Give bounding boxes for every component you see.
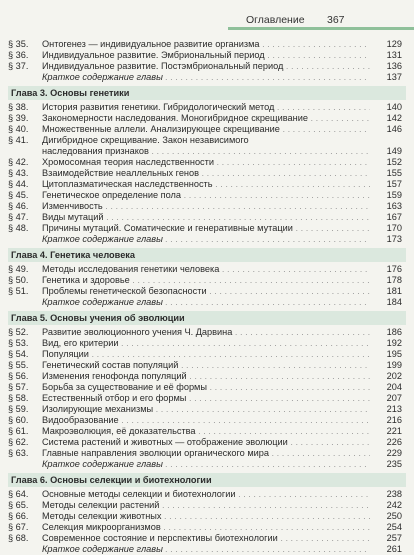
entry-title: Генетика и здоровье . . . [42,275,370,286]
entry-title: Проблемы генетической безопасности . . . [42,286,370,297]
toc-entry [8,437,406,448]
entry-page-number: 195 [386,349,402,359]
entry-page-number: 155 [386,168,402,178]
section-number: § 43. [8,168,29,178]
chapter-summary-entry [8,234,406,245]
section-number: § 44. [8,179,29,189]
toc-entry [8,382,406,393]
running-title: Оглавление [246,14,305,26]
entry-title: Краткое содержание главы . . . [42,234,370,245]
section-number: § 52. [8,327,29,337]
entry-page-number: 257 [386,533,402,543]
entry-title: Онтогенез — индивидуальное развитие организма . . . [42,39,370,50]
entry-page-number: 192 [386,338,402,348]
entry-page-number: 186 [386,327,402,337]
entry-title: Краткое содержание главы . . . [42,459,370,470]
section-number: § 47. [8,212,29,222]
entry-title: Борьба за существование и её формы . . . [42,382,370,393]
entry-title: Виды мутаций . . . [42,212,370,223]
entry-page-number: 261 [386,544,402,554]
toc-entry [8,223,406,234]
entry-page-number: 131 [386,50,402,60]
toc-entry [8,415,406,426]
toc-entry [8,275,406,286]
entry-title: Главные направления эволюции органического мира . . . [42,448,370,459]
toc-entry [8,50,406,61]
entry-title: Популяции . . . [42,349,370,360]
section-number: § 45. [8,190,29,200]
entry-title: Дигибридное скрещивание. Закон независимого [42,135,249,145]
entry-title: Индивидуальное развитие. Постэмбриональный период . . . [42,61,370,72]
toc-entry [8,448,406,459]
toc-section [8,86,406,245]
entry-title: Краткое содержание главы . . . [42,544,370,555]
entry-title: Причины мутаций. Соматические и генеративные мутации . . . [42,223,370,234]
entry-page-number: 199 [386,360,402,370]
entry-title: Изменчивость . . . [42,201,370,212]
entry-title: Множественные аллели. Анализирующее скрещивание . . . [42,124,370,135]
toc-entry [8,124,406,135]
entry-title: Развитие эволюционного учения Ч. Дарвина . . . [42,327,370,338]
entry-title: Методы исследования генетики человека . . . [42,264,370,275]
entry-page-number: 242 [386,500,402,510]
section-number: § 65. [8,500,29,510]
entry-title: Индивидуальное развитие. Эмбриональный период . . . [42,50,370,61]
section-number: § 42. [8,157,29,167]
header-rule [228,27,414,30]
entry-page-number: 173 [386,234,402,244]
section-number: § 46. [8,201,29,211]
entry-page-number: 129 [386,39,402,49]
entry-page-number: 207 [386,393,402,403]
section-number: § 53. [8,338,29,348]
toc-entry [8,113,406,124]
toc-entry [8,61,406,72]
entry-title: История развития генетики. Гибридологический метод . . . [42,102,370,113]
entry-title: Изолирующие механизмы . . . [42,404,370,415]
toc-entry [8,102,406,113]
chapter-heading: Глава 4. Генетика человека [8,248,406,262]
entry-page-number: 213 [386,404,402,414]
chapter-summary-entry [8,459,406,470]
toc-entry [8,360,406,371]
entry-title: Взаимодействие неаллельных генов . . . [42,168,370,179]
entry-page-number: 216 [386,415,402,425]
entry-title: Естественный отбор и его формы . . . [42,393,370,404]
chapter-heading: Глава 5. Основы учения об эволюции [8,311,406,325]
entry-page-number: 202 [386,371,402,381]
entry-page-number: 140 [386,102,402,112]
section-number: § 50. [8,275,29,285]
section-number: § 63. [8,448,29,458]
entry-page-number: 159 [386,190,402,200]
section-number: § 51. [8,286,29,296]
section-number: § 66. [8,511,29,521]
toc-entry [8,212,406,223]
toc-entry [8,511,406,522]
entry-page-number: 142 [386,113,402,123]
section-number: § 67. [8,522,29,532]
entry-title: Система растений и животных — отображение эволюции . . . [42,437,370,448]
entry-page-number: 157 [386,179,402,189]
toc-entry [8,426,406,437]
toc-entry [8,404,406,415]
entry-page-number: 176 [386,264,402,274]
section-number: § 49. [8,264,29,274]
entry-title: Изменения генофонда популяций . . . [42,371,370,382]
toc-entry [8,39,406,50]
chapter-heading: Глава 6. Основы селекции и биотехнологии [8,473,406,487]
entry-page-number: 136 [386,61,402,71]
toc-entry [8,338,406,349]
section-number: § 40. [8,124,29,134]
section-number: § 48. [8,223,29,233]
entry-page-number: 226 [386,437,402,447]
chapter-summary-entry [8,72,406,83]
toc-entry [8,157,406,168]
entry-page-number: 149 [386,146,402,156]
section-number: § 68. [8,533,29,543]
entry-title-continued: наследования признаков . . . [42,146,370,157]
page-header [0,10,414,30]
toc-entry [8,135,406,157]
table-of-contents [8,39,406,555]
toc-entry [8,393,406,404]
entry-page-number: 146 [386,124,402,134]
section-number: § 59. [8,404,29,414]
entry-title: Макроэволюция, её доказательства . . . [42,426,370,437]
entry-page-number: 170 [386,223,402,233]
toc-entry [8,327,406,338]
entry-title: Вид, его критерии . . . [42,338,370,349]
entry-title: Хромосомная теория наследственности . . . [42,157,370,168]
entry-title: Методы селекции животных . . . [42,511,370,522]
entry-page-number: 137 [386,72,402,82]
toc-entry [8,286,406,297]
entry-page-number: 178 [386,275,402,285]
chapter-summary-entry [8,544,406,555]
entry-title: Закономерности наследования. Моногибридное скрещивание . . . [42,113,370,124]
section-number: § 56. [8,371,29,381]
toc-entry [8,190,406,201]
section-number: § 54. [8,349,29,359]
toc-entry [8,179,406,190]
section-number: § 57. [8,382,29,392]
entry-title: Генетический состав популяций . . . [42,360,370,371]
section-number: § 41. [8,135,29,145]
toc-entry [8,533,406,544]
toc-entry [8,264,406,275]
entry-title: Методы селекции растений . . . [42,500,370,511]
entry-title: Видообразование . . . [42,415,370,426]
section-number: § 61. [8,426,29,436]
entry-page-number: 254 [386,522,402,532]
entry-title: Селекция микроорганизмов . . . [42,522,370,533]
section-number: § 55. [8,360,29,370]
entry-page-number: 181 [386,286,402,296]
chapter-heading: Глава 3. Основы генетики [8,86,406,100]
entry-title: Основные методы селекции и биотехнологии . . . [42,489,370,500]
toc-entry [8,168,406,179]
toc-section [8,248,406,308]
entry-page-number: 152 [386,157,402,167]
entry-page-number: 235 [386,459,402,469]
section-number: § 64. [8,489,29,499]
entry-page-number: 184 [386,297,402,307]
toc-section [8,473,406,555]
entry-page-number: 229 [386,448,402,458]
section-number: § 38. [8,102,29,112]
toc-entry [8,349,406,360]
section-number: § 37. [8,61,29,71]
entry-page-number: 250 [386,511,402,521]
entry-title: Краткое содержание главы . . . [42,72,370,83]
entry-page-number: 221 [386,426,402,436]
toc-entry [8,371,406,382]
entry-page-number: 167 [386,212,402,222]
section-number: § 58. [8,393,29,403]
section-number: § 36. [8,50,29,60]
section-number: § 35. [8,39,29,49]
entry-title: Современное состояние и перспективы биотехнологии . . . [42,533,370,544]
toc-entry [8,522,406,533]
toc-entry [8,500,406,511]
entry-page-number: 204 [386,382,402,392]
entry-title: Цитоплазматическая наследственность . . . [42,179,370,190]
chapter-summary-entry [8,297,406,308]
toc-section [8,311,406,470]
toc-section [8,39,406,83]
section-number: § 39. [8,113,29,123]
section-number: § 62. [8,437,29,447]
toc-entry [8,201,406,212]
toc-entry [8,489,406,500]
entry-title: Краткое содержание главы . . . [42,297,370,308]
entry-page-number: 238 [386,489,402,499]
entry-title: Генетическое определение пола . . . [42,190,370,201]
entry-page-number: 163 [386,201,402,211]
page-number: 367 [327,14,345,26]
section-number: § 60. [8,415,29,425]
